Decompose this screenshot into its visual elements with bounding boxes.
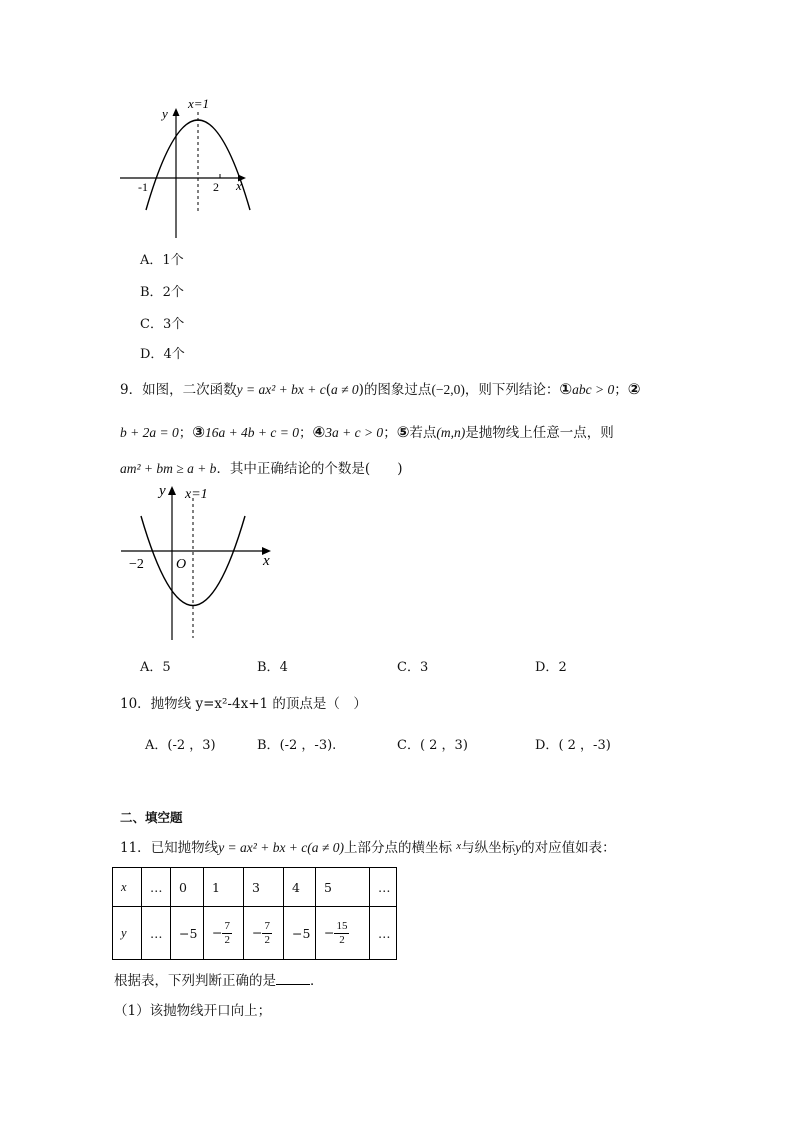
q9-line1: 9．如图，二次函数y = ax² + bx + c(a ≠ 0)的图象过点(−2,0)，则下列结论：①abc > 0；② [120, 380, 641, 398]
q9-option-b[interactable]: B．4 [257, 660, 288, 675]
q8-option-a[interactable]: A．1个 [140, 253, 184, 268]
table-cell: −5 [284, 907, 316, 960]
q10-option-d[interactable]: D．( 2 ，-3) [535, 738, 611, 753]
q8-option-c[interactable]: C．3个 [140, 317, 185, 332]
table-cell: … [142, 868, 171, 907]
q10-text: 10．抛物线 y=x²-4x+1 的顶点是（ ） [120, 696, 367, 712]
table-cell: x [113, 868, 142, 907]
table-cell: 3 [244, 868, 284, 907]
y-axis-arrow [173, 108, 180, 116]
q8-option-b[interactable]: B．2个 [140, 285, 184, 300]
q11-item1: （1）该抛物线开口向上； [114, 1003, 272, 1019]
table-cell: 0 [171, 868, 204, 907]
label-y: y [162, 106, 168, 121]
q9-option-c[interactable]: C．3 [397, 660, 429, 675]
table-cell: … [370, 907, 397, 960]
answer-blank[interactable] [276, 972, 310, 985]
label-origin: O [176, 557, 187, 572]
q9-line3: am² + bm ≥ a + b．其中正确结论的个数是( ) [120, 461, 403, 477]
label-x: x [236, 178, 242, 193]
q9-line2: b + 2a = 0；③16a + 4b + c = 0；④3a + c > 0；⑤若点(m,n)是抛物线上任意一点，则 [120, 423, 614, 441]
label-neg1: -1 [138, 180, 148, 194]
q10-option-b[interactable]: B．(-2 ，-3). [257, 738, 337, 753]
table-cell: − $\frac{15}{2}$ [316, 907, 370, 960]
q8-option-d[interactable]: D．4个 [140, 347, 185, 362]
q9-option-d[interactable]: D．2 [535, 660, 567, 675]
table-cell: y [113, 907, 142, 960]
label-x-equals-1: x=1 [188, 96, 210, 111]
table-cell: − $\frac{7}{2}$ [204, 907, 244, 960]
table-row-x [113, 868, 397, 907]
table-cell: 4 [284, 868, 316, 907]
table-cell: 1 [204, 868, 244, 907]
section-title-fill-blank: 二、填空题 [120, 810, 183, 825]
table-cell: … [370, 868, 397, 907]
q10-option-a[interactable]: A．(-2 ，3) [145, 738, 216, 753]
q11-line1: 11．已知抛物线y = ax² + bx + c(a ≠ 0)上部分点的横坐标 $^x$与纵坐标y的对应值如表： [120, 840, 616, 856]
value-table [112, 867, 397, 960]
y-axis-arrow [168, 486, 176, 495]
label-y: y [159, 483, 166, 499]
q9-option-a[interactable]: A．5 [140, 660, 171, 675]
table-cell: −5 [171, 907, 204, 960]
table-cell: − $\frac{7}{2}$ [244, 907, 284, 960]
label-x-equals-1: x=1 [185, 487, 208, 502]
table-cell: 5 [316, 868, 370, 907]
parabola-graph-upward [115, 478, 285, 646]
q11-after-table: 根据表，下列判断正确的是 ． [114, 973, 324, 989]
parabola-graph-downward [110, 90, 260, 245]
label-2: 2 [213, 180, 219, 194]
table-row-y [113, 907, 397, 960]
label-neg2: −2 [129, 557, 144, 572]
label-x: x [263, 553, 270, 569]
q10-option-c[interactable]: C．( 2 ，3) [397, 738, 468, 753]
table-cell: … [142, 907, 171, 960]
